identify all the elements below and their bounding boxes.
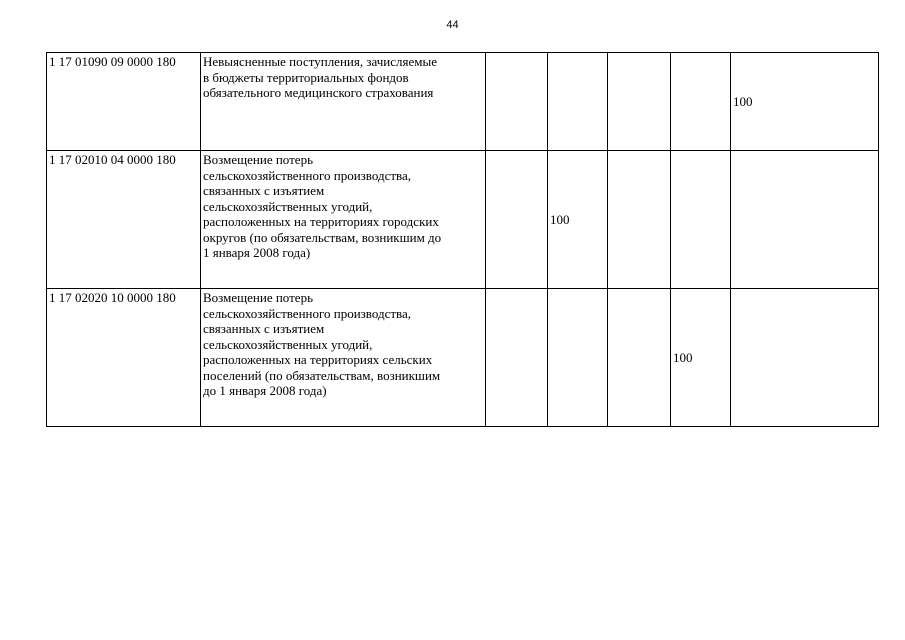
value-cell: 100 [548,151,608,289]
value-cell [548,289,608,427]
table-row [47,151,879,289]
value-cell [486,289,548,427]
value-cell [671,151,731,289]
revenue-description: Возмещение потерь сельскохозяйственного производства, связанных с изъятием сельскохозяйственных угодий, расположенных на территориях городских округов (по обязательствам, возникшим до 1 января 2008 года) [201,151,486,289]
value-cell [608,53,671,151]
value-cell: 100 [671,289,731,427]
value-cell [548,53,608,151]
page-number: 44 [446,19,459,31]
revenue-description: Невыясненные поступления, зачисляемые в бюджеты территориальных фондов обязательного медицинского страхования [201,53,486,151]
classification-code: 1 17 01090 09 0000 180 [47,53,201,151]
value-cell [671,53,731,151]
value-cell [608,151,671,289]
value-cell [486,151,548,289]
value-cell [486,53,548,151]
table-row [47,53,879,151]
classification-code: 1 17 02010 04 0000 180 [47,151,201,289]
revenue-description: Возмещение потерь сельскохозяйственного производства, связанных с изъятием сельскохозяйственных угодий, расположенных на территориях сельских поселений (по обязательствам, возникшим до 1 января 2008 года) [201,289,486,427]
value-cell [731,151,879,289]
classification-code: 1 17 02020 10 0000 180 [47,289,201,427]
value-cell [731,289,879,427]
value-cell [608,289,671,427]
budget-classification-table [46,52,879,427]
table-row [47,289,879,427]
value-cell: 100 [731,53,879,151]
